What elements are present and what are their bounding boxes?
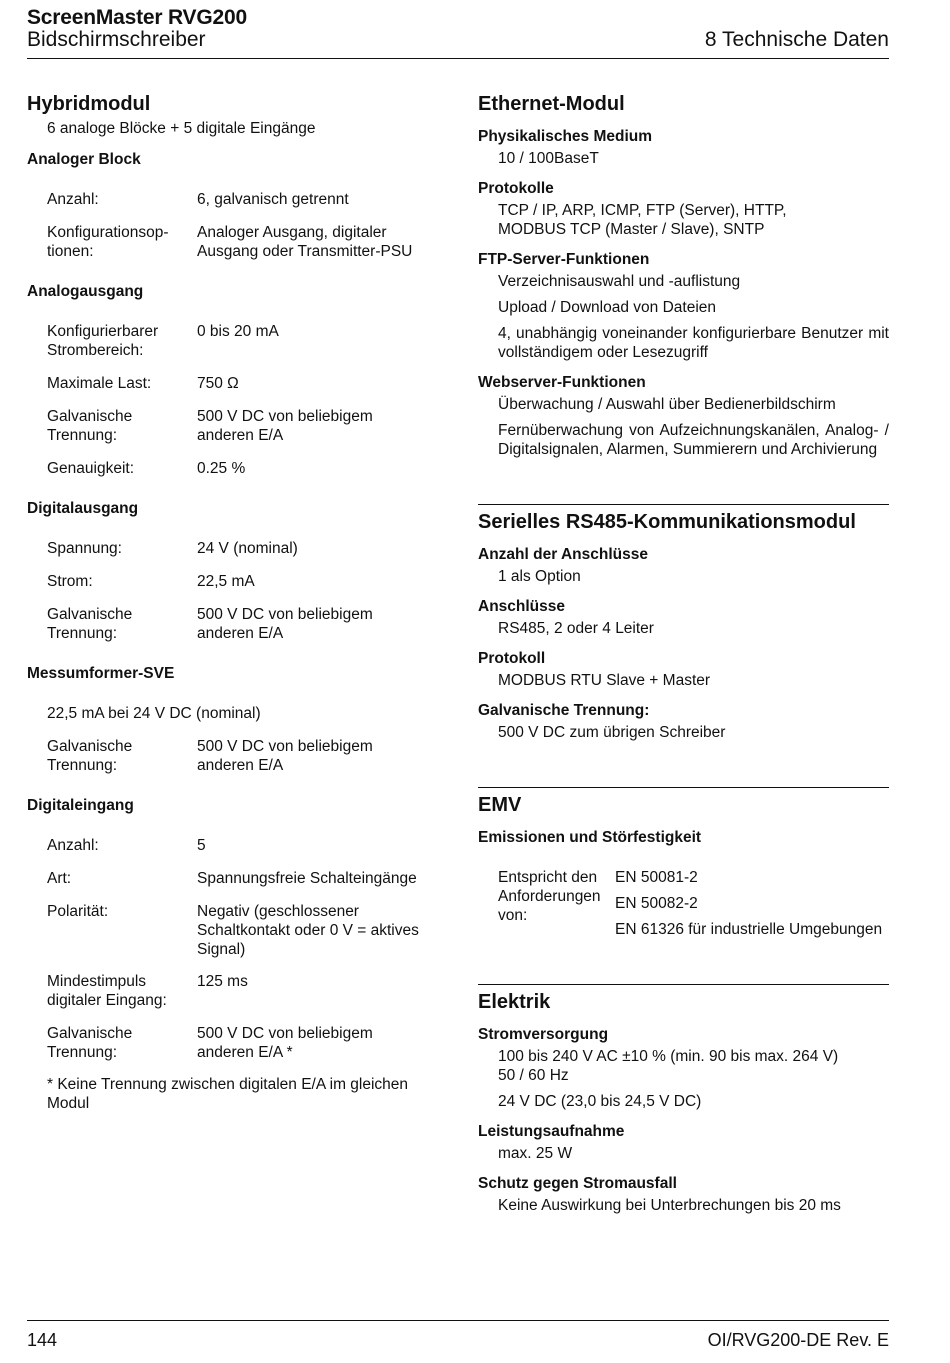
spec-row <box>27 322 427 360</box>
web-item: Fernüberwachung von Aufzeichnungskanälen, Analog- / Digitalsignalen, Alarmen, Summierern und Archivierung <box>498 422 889 458</box>
heading-connections: Anschlüsse <box>478 598 566 615</box>
heading-transmitter-psu: Messumformer-SVE <box>27 665 175 682</box>
spec-row <box>27 1024 427 1062</box>
heading-protocols: Protokolle <box>478 180 554 197</box>
ftp-item: Upload / Download von Dateien <box>498 299 716 316</box>
spec-value: 500 V DC von beliebigem anderen E/A <box>197 606 373 642</box>
spec-key: Anzahl: <box>47 191 99 208</box>
outage-value: Keine Auswirkung bei Unterbrechungen bis 20 ms <box>498 1197 841 1214</box>
spec-row <box>27 223 427 261</box>
spec-value: 0.25 % <box>197 460 246 477</box>
spec-key: Genauigkeit: <box>47 460 135 477</box>
spec-row <box>27 737 427 775</box>
heading-webserver: Webserver-Funktionen <box>478 374 646 391</box>
isolation-value: 500 V DC zum übrigen Schreiber <box>498 724 726 741</box>
header-rule <box>27 58 889 59</box>
spec-row <box>27 605 427 643</box>
emv-table <box>478 868 889 939</box>
spec-row <box>27 972 427 1010</box>
spec-key: Strom: <box>47 573 93 590</box>
connections-value: RS485, 2 oder 4 Leiter <box>498 620 654 637</box>
heading-analog-block: Analoger Block <box>27 151 141 168</box>
footer-rule <box>27 1320 889 1321</box>
document-title: ScreenMaster RVG200 <box>27 6 247 29</box>
standard-item: EN 50081-2 <box>615 869 698 886</box>
heading-analog-output: Analogausgang <box>27 283 144 300</box>
port-count-value: 1 als Option <box>498 568 581 585</box>
spec-value: 500 V DC von beliebigem anderen E/A * <box>197 1025 373 1061</box>
heading-power-consumption: Leistungsaufnahme <box>478 1123 625 1140</box>
spec-key: Art: <box>47 870 72 887</box>
section-rule <box>478 787 889 788</box>
medium-value: 10 / 100BaseT <box>498 150 599 167</box>
analog-block-table <box>27 190 427 261</box>
heading-isolation: Galvanische Trennung: <box>478 702 650 719</box>
supply-dc: 24 V DC (23,0 bis 24,5 V DC) <box>498 1093 702 1110</box>
spec-value: 5 <box>197 837 206 854</box>
spec-row <box>27 572 427 591</box>
heading-digital-output: Digitalausgang <box>27 500 139 517</box>
spec-key: Galvanische Trennung: <box>47 408 133 444</box>
supply-ac: 100 bis 240 V AC ±10 % (min. 90 bis max. 264 V) 50 / 60 Hz <box>498 1048 839 1084</box>
web-item: Überwachung / Auswahl über Bedienerbildschirm <box>498 396 836 413</box>
document-subtitle: Bidschirmschreiber <box>27 28 206 51</box>
spec-value: 0 bis 20 mA <box>197 323 279 340</box>
spec-value: Analoger Ausgang, digitaler Ausgang oder Transmitter-PSU <box>197 224 413 260</box>
spec-row <box>27 869 427 888</box>
section-title-elektrik: Elektrik <box>478 991 551 1013</box>
spec-key: Galvanische Trennung: <box>47 606 133 642</box>
protocols-value: TCP / IP, ARP, ICMP, FTP (Server), HTTP, MODBUS TCP (Master / Slave), SNTP <box>498 202 787 238</box>
transmitter-line: 22,5 mA bei 24 V DC (nominal) <box>47 705 261 722</box>
emv-standards <box>615 868 882 939</box>
standard-item: EN 61326 für industrielle Umgebungen <box>615 921 883 938</box>
spec-key: Spannung: <box>47 540 122 557</box>
emv-label: Entspricht den Anforderungen von: <box>498 869 601 924</box>
heading-protocol: Protokoll <box>478 650 546 667</box>
spec-value: 22,5 mA <box>197 573 255 590</box>
ftp-item: 4, unabhängig voneinander konfigurierbare Benutzer mit vollständigem oder Lesezugriff <box>498 325 889 361</box>
digital-output-table <box>27 539 427 643</box>
section-rule <box>478 504 889 505</box>
spec-row <box>27 459 427 478</box>
spec-key: Anzahl: <box>47 837 99 854</box>
spec-value: 24 V (nominal) <box>197 540 298 557</box>
spec-row <box>27 190 427 209</box>
spec-value: 750 Ω <box>197 375 239 392</box>
section-title-hybridmodul: Hybridmodul <box>27 93 151 115</box>
spec-key: Mindestimpuls digitaler Eingang: <box>47 973 167 1009</box>
spec-key: Konfigurierbarer Strombereich: <box>47 323 159 359</box>
spec-value: 500 V DC von beliebigem anderen E/A <box>197 738 373 774</box>
heading-outage-protection: Schutz gegen Stromausfall <box>478 1175 677 1192</box>
spec-row <box>27 407 427 445</box>
spec-value: 500 V DC von beliebigem anderen E/A <box>197 408 373 444</box>
left-column <box>27 91 427 1113</box>
section-title-ethernet: Ethernet-Modul <box>478 93 625 115</box>
footnote: * Keine Trennung zwischen digitalen E/A im gleichen Modul <box>47 1076 409 1112</box>
spec-value: 6, galvanisch getrennt <box>197 191 349 208</box>
spec-value: 125 ms <box>197 973 248 990</box>
heading-physical-medium: Physikalisches Medium <box>478 128 653 145</box>
hybrid-intro: 6 analoge Blöcke + 5 digitale Eingänge <box>47 120 316 137</box>
spec-row <box>27 836 427 855</box>
spec-value: Spannungsfreie Schalteingänge <box>197 870 417 887</box>
spec-key: Galvanische Trennung: <box>47 738 133 774</box>
section-rule <box>478 984 889 985</box>
digital-input-table <box>27 836 427 1062</box>
spec-value: Negativ (geschlossener Schaltkontakt oder 0 V = aktives Signal) <box>197 903 419 958</box>
spec-row <box>27 539 427 558</box>
spec-row <box>27 902 427 959</box>
page-number: 144 <box>27 1330 58 1350</box>
spec-key: Konfigurationsop- tionen: <box>47 224 169 260</box>
section-title-emv: EMV <box>478 794 522 816</box>
document-id: OI/RVG200-DE Rev. E <box>707 1330 889 1350</box>
heading-power-supply: Stromversorgung <box>478 1026 609 1043</box>
heading-ftp-server: FTP-Server-Funktionen <box>478 251 650 268</box>
heading-digital-input: Digitaleingang <box>27 797 134 814</box>
spec-row <box>27 374 427 393</box>
protocol-value: MODBUS RTU Slave + Master <box>498 672 711 689</box>
standard-item: EN 50082-2 <box>615 895 698 912</box>
chapter-title: 8 Technische Daten <box>704 28 889 51</box>
heading-port-count: Anzahl der Anschlüsse <box>478 546 648 563</box>
heading-emissions: Emissionen und Störfestigkeit <box>478 829 702 846</box>
power-value: max. 25 W <box>498 1145 573 1162</box>
ftp-item: Verzeichnisauswahl und -auflistung <box>498 273 741 290</box>
spec-key: Maximale Last: <box>47 375 152 392</box>
section-title-serial: Serielles RS485-Kommunikationsmodul <box>478 511 856 533</box>
spec-key: Galvanische Trennung: <box>47 1025 133 1061</box>
analog-output-table <box>27 322 427 478</box>
right-column <box>478 91 889 1215</box>
spec-key: Polarität: <box>47 903 109 920</box>
